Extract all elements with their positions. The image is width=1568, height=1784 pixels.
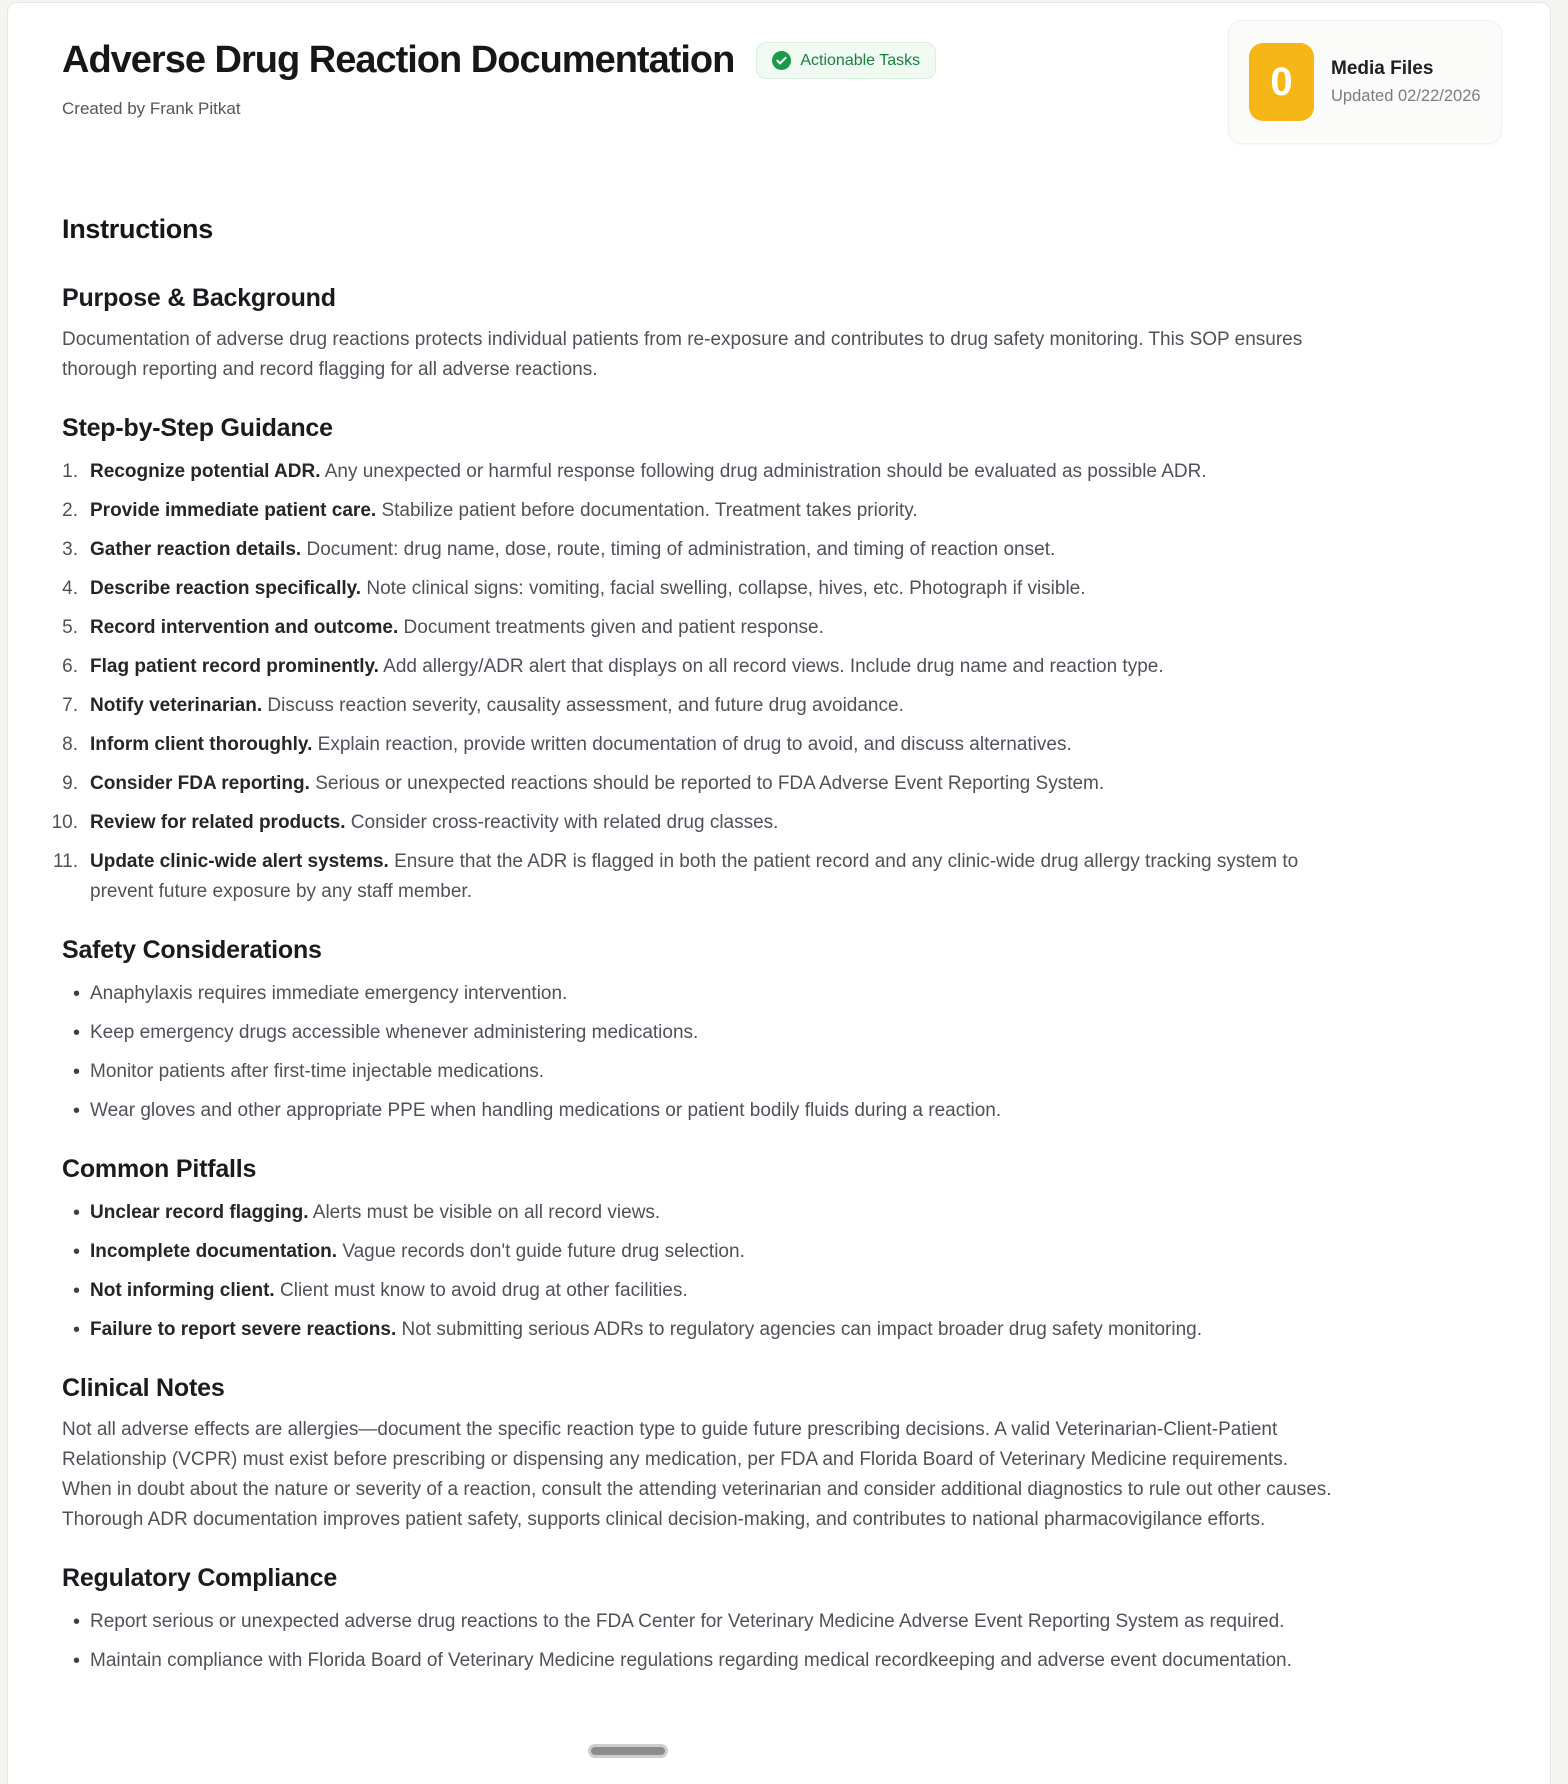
pitfall-item: • Unclear record flagging. Alerts must be visible on all record views. [90,1198,1342,1228]
clinical-notes-body: Not all adverse effects are allergies—document the specific reaction type to guide future prescribing decisions. A valid Veterinarian-Client-Patient Relationship (VCPR) must exist before prescribing or dispensing any medication, per FDA and Florida Board of Veterinary Medicine requirements. When in doubt about the nature or severity of a reaction, consult the attending veterinarian and consider additional diagnostics to rule out other causes. Thorough ADR documentation improves patient safety, supports clinical decision-making, and contributes to national pharmacovigilance efforts. [62,1419,1332,1530]
horizontal-scrollbar-thumb[interactable] [588,1744,668,1758]
media-card-updated: Updated 02/22/2026 [1331,87,1481,105]
media-files-card[interactable] [1228,20,1502,144]
regulatory-list [62,1607,1342,1676]
media-count-badge: 0 [1249,43,1314,121]
safety-item: • Wear gloves and other appropriate PPE when handling medications or patient bodily fluids during a reaction. [90,1096,1342,1126]
steps-list [62,457,1342,907]
regulatory-item: • Report serious or unexpected adverse drug reactions to the FDA Center for Veterinary Medicine Adverse Event Reporting System as required. [90,1607,1342,1637]
regulatory-heading: Regulatory Compliance [62,1564,338,1592]
pitfalls-heading: Common Pitfalls [62,1155,257,1183]
page-title: Adverse Drug Reaction Documentation [62,39,735,81]
created-by-text: Created by Frank Pitkat [62,99,241,118]
media-card-text [1331,58,1481,106]
step-item: Inform client thoroughly. Explain reaction, provide written documentation of drug to avoid, and discuss alternatives. [90,734,1072,755]
step-item: Record intervention and outcome. Document treatments given and patient response. [90,617,824,638]
regulatory-item: • Maintain compliance with Florida Board of Veterinary Medicine regulations regarding medical recordkeeping and adverse event documentation. [90,1646,1342,1676]
clinical-notes-heading: Clinical Notes [62,1374,225,1402]
badge-label: Actionable Tasks [800,51,921,69]
step-item: Flag patient record prominently. Add allergy/ADR alert that displays on all record views. Include drug name and reaction type. [90,656,1164,677]
safety-heading: Safety Considerations [62,936,322,964]
step-item: Describe reaction specifically. Note clinical signs: vomiting, facial swelling, collapse, hives, etc. Photograph if visible. [90,578,1086,599]
step-item: Update clinic-wide alert systems. Ensure that the ADR is flagged in both the patient record and any clinic-wide drug allergy tracking system to prevent future exposure by any staff member. [90,851,1299,902]
step-item: Provide immediate patient care. Stabilize patient before documentation. Treatment takes priority. [90,500,918,521]
steps-heading: Step-by-Step Guidance [62,414,333,442]
purpose-heading: Purpose & Background [62,284,336,312]
step-item: Notify veterinarian. Discuss reaction severity, causality assessment, and future drug avoidance. [90,695,904,716]
actionable-tasks-badge[interactable] [756,42,936,79]
document-header [62,37,1494,119]
step-item: Review for related products. Consider cross-reactivity with related drug classes. [90,812,779,833]
sop-document-page [7,2,1551,1784]
pitfalls-list [62,1198,1342,1345]
pitfall-item: • Incomplete documentation. Vague records don't guide future drug selection. [90,1237,1342,1267]
media-card-title: Media Files [1331,58,1434,79]
instructions-heading: Instructions [62,214,213,244]
safety-item: • Keep emergency drugs accessible whenever administering medications. [90,1018,1342,1048]
purpose-body: Documentation of adverse drug reactions protects individual patients from re-exposure and contributes to drug safety monitoring. This SOP ensures thorough reporting and record flagging for all adverse reactions. [62,329,1303,380]
safety-list [62,979,1342,1126]
step-item: Gather reaction details. Document: drug name, dose, route, timing of administration, and timing of reaction onset. [90,539,1056,560]
step-item: Consider FDA reporting. Serious or unexpected reactions should be reported to FDA Adverse Event Reporting System. [90,773,1105,794]
pitfall-item: • Not informing client. Client must know to avoid drug at other facilities. [90,1276,1342,1306]
step-item: Recognize potential ADR. Any unexpected or harmful response following drug administration should be evaluated as possible ADR. [90,461,1207,482]
check-circle-icon [772,51,791,70]
safety-item: • Anaphylaxis requires immediate emergency intervention. [90,979,1342,1009]
pitfall-item: • Failure to report severe reactions. Not submitting serious ADRs to regulatory agencies can impact broader drug safety monitoring. [90,1315,1342,1345]
safety-item: • Monitor patients after first-time injectable medications. [90,1057,1342,1087]
